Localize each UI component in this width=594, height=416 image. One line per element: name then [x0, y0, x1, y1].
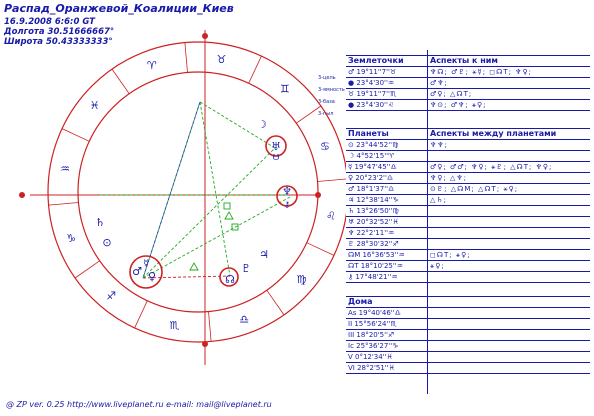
planet-position: ♆ 22°2'11''♒ — [348, 229, 395, 237]
house-cusp: Ic 25°36'27''♑ — [348, 342, 399, 350]
planet-aspects: ♆♀; △♆; — [430, 174, 468, 182]
table-row[interactable] — [346, 228, 590, 239]
earth-point-aspects: ♆☊; ♂♇; ⚹☿; ◻☊T; ♆♀; — [430, 68, 532, 76]
planet-position: ☿ 19°47'45''♎ — [348, 163, 397, 171]
sign-divider — [307, 243, 334, 256]
footer-credits[interactable]: @ ZP ver. 0.25 http://www.liveplanet.ru e-mail: mail@liveplanet.ru — [6, 400, 272, 409]
planet-aspects: ⚹♀; — [430, 262, 445, 270]
planets-table — [346, 128, 590, 283]
table-row[interactable] — [346, 217, 590, 228]
table-row[interactable] — [346, 272, 590, 283]
legend-item: 3-цель — [318, 75, 336, 81]
table-row[interactable] — [346, 78, 590, 89]
planet-aspects: △♄; — [430, 196, 448, 204]
sign-divider — [75, 261, 100, 278]
gemini-icon: ♊ — [279, 82, 290, 96]
table-row[interactable] — [346, 162, 590, 173]
legend-item: 3-пыл — [318, 111, 334, 117]
leo-icon: ♌ — [325, 209, 336, 223]
planet-aspects: ♆♆; — [430, 141, 448, 149]
legend-item: 3-ямность — [318, 87, 345, 93]
sign-divider — [249, 56, 262, 83]
planet-position: ♄ 13°26'50''♍ — [348, 207, 399, 215]
house-cusp: VI 28°2'51''♓ — [348, 364, 395, 372]
sign-divider — [135, 301, 148, 328]
planet-position: ☊M 16°36'53''♒ — [348, 251, 405, 259]
column-header: Землеточки — [348, 56, 404, 65]
cancer-icon: ♋ — [319, 139, 330, 153]
libra-icon: ♎ — [239, 312, 250, 326]
asc-marker — [19, 192, 25, 198]
table-row[interactable] — [346, 250, 590, 261]
table-header — [346, 56, 590, 67]
table-row[interactable] — [346, 173, 590, 184]
sign-divider — [185, 43, 188, 73]
sign-divider — [267, 290, 284, 315]
venus-icon: ♀ — [147, 270, 157, 283]
planet-position: ☽ 4°52'15''♈ — [348, 152, 395, 160]
sagittarius-icon: ♐ — [106, 289, 117, 303]
table-row[interactable] — [346, 261, 590, 272]
planet-position: ♇ 28°30'32''♐ — [348, 240, 399, 248]
houses-table — [346, 296, 590, 374]
sign-divider — [49, 203, 79, 206]
earth-point-position: ♉ 19°11''7''♏ — [348, 90, 397, 98]
pisces-icon: ♓ — [89, 99, 100, 113]
trine-aspect-icon — [190, 263, 198, 270]
sun-icon: ⊙ — [102, 236, 112, 249]
planet-position: ♅ 20°32'52''♓ — [348, 218, 399, 226]
table-row[interactable] — [346, 341, 590, 352]
mars-icon: ♂ — [132, 265, 142, 278]
table-row[interactable] — [346, 363, 590, 374]
planet-aspects: ♂♀; ♂♂; ♆♀; ⚹♇; △☊T; ♆♀; — [430, 163, 553, 171]
planet-position: ⊙ 23°44'52''♍ — [348, 141, 399, 149]
earth-point-aspects: ♆⊙; ♂♆; ⚹♀; — [430, 101, 487, 109]
chiron-icon: ⚷ — [284, 200, 290, 209]
table-row[interactable] — [346, 206, 590, 217]
capricorn-icon: ♑ — [66, 232, 77, 246]
saturn-icon: ♄ — [95, 216, 105, 229]
table-row[interactable] — [346, 308, 590, 319]
table-row[interactable] — [346, 184, 590, 195]
south-node-icon: ☋ — [272, 153, 280, 162]
sign-divider — [112, 69, 129, 94]
planet-position: ♃ 12°38'14''♑ — [348, 196, 399, 204]
sign-divider — [318, 179, 347, 182]
chart-title: Распад_Оранжевой_Коалиции_Киев — [4, 2, 234, 15]
sign-divider — [209, 312, 212, 342]
chart-datetime: 16.9.2008 6:6:0 GT — [4, 17, 95, 27]
square-aspect-icon — [224, 203, 230, 209]
aspect-line — [143, 148, 275, 278]
aries-icon: ♈ — [146, 59, 157, 73]
table-row[interactable] — [346, 140, 590, 151]
planet-position: ☊T 18°10'25''♒ — [348, 262, 403, 270]
column-header: Планеты — [348, 129, 389, 138]
uranus-icon: ♅ — [271, 140, 281, 153]
table-row[interactable] — [346, 330, 590, 341]
earth-point-position: ● 23°4'30''♌ — [348, 101, 395, 109]
moon-icon: ☽ — [257, 118, 267, 131]
house-cusp: III 18°20'5''♐ — [348, 331, 395, 339]
earth-point-position: ♂ 19°11''7''♉ — [348, 68, 397, 76]
house-cusp: II 15°56'24''♏ — [348, 320, 397, 328]
chart-longitude: Долгота 30.51666667° — [4, 27, 115, 37]
table-row[interactable] — [346, 100, 590, 111]
table-header — [346, 129, 590, 140]
column-header: Дома — [348, 297, 373, 306]
planet-aspects: ⊙♇; △☊M; △☊T; ⚹♀; — [430, 185, 519, 193]
table-header — [346, 297, 590, 308]
table-row[interactable] — [346, 67, 590, 78]
table-row[interactable] — [346, 151, 590, 162]
column-header: Аспекты между планетами — [430, 129, 557, 138]
column-header: Аспекты к ним — [430, 56, 498, 65]
earth-point-aspects: ♂♀; △☊T; — [430, 90, 473, 98]
table-row[interactable] — [346, 239, 590, 250]
house-cusp: V 0°12'34''♓ — [348, 353, 393, 361]
aspect-line — [143, 276, 230, 278]
planet-position: ♂ 18°1'37''♎ — [348, 185, 395, 193]
scorpio-icon: ♏ — [169, 318, 180, 332]
pluto-icon: ♇ — [241, 262, 251, 275]
chart-latitude: Широта 50.43333333° — [4, 37, 113, 47]
table-row[interactable] — [346, 352, 590, 363]
planet-position: ⚷ 17°48'21''♒ — [348, 273, 398, 281]
trine-aspect-icon — [225, 212, 233, 219]
table-row[interactable] — [346, 89, 590, 100]
virgo-icon: ♍ — [296, 272, 307, 286]
planet-position: ♀ 20°23'2''♎ — [348, 174, 394, 182]
aquarius-icon: ♒ — [60, 162, 71, 176]
jupiter-icon: ♃ — [259, 248, 269, 261]
north-node-icon: ☊ — [225, 273, 235, 286]
sign-divider — [296, 106, 321, 123]
legend-item: 3-база — [318, 99, 335, 105]
mc-marker — [202, 33, 208, 39]
sign-divider — [62, 129, 89, 142]
earth-points-table — [346, 55, 590, 111]
table-row[interactable] — [346, 319, 590, 330]
house-cusp: As 19°40'46''♎ — [348, 309, 401, 317]
outer-ring — [48, 42, 346, 342]
taurus-icon: ♉ — [216, 53, 227, 67]
mercury-icon: ☿ — [143, 259, 149, 269]
table-row[interactable] — [346, 195, 590, 206]
earth-point-aspects: ♂♆; — [430, 79, 448, 87]
earth-point-position: ● 23°4'30''♒ — [348, 79, 395, 87]
neptune-icon: ♆ — [282, 185, 292, 198]
planet-aspects: ◻☊T; ⚹♀; — [430, 251, 471, 259]
